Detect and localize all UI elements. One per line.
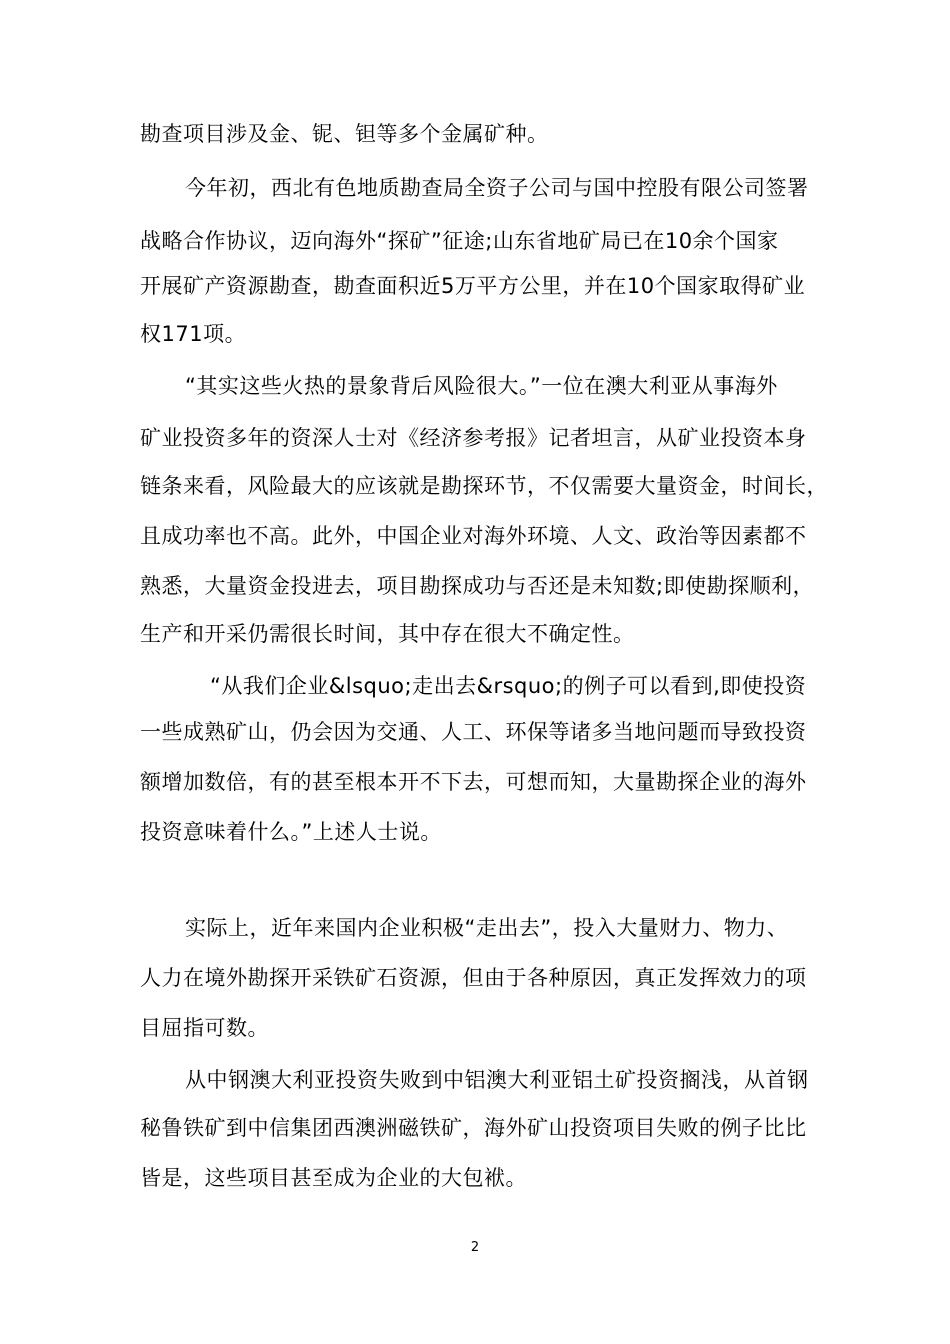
text-line: “其实这些火热的景象背后风险很大。”一位在澳大利亚从事海外 (185, 374, 778, 398)
text-line: 人力在境外勘探开采铁矿石资源，但由于各种原因，真正发挥效力的项 (140, 966, 807, 990)
text-line: 皆是，这些项目甚至成为企业的大包袱。 (140, 1166, 527, 1190)
text-line: 今年初，西北有色地质勘查局全资子公司与国中控股有限公司签署 (185, 176, 809, 200)
text-line: 熟悉，大量资金投进去，项目勘探成功与否还是未知数;即使勘探顺利， (140, 574, 815, 598)
text-line: 从中钢澳大利亚投资失败到中铝澳大利亚铝土矿投资搁浅，从首钢 (185, 1068, 809, 1092)
text-line: 链条来看，风险最大的应该就是勘探环节，不仅需要大量资金，时间长， (140, 474, 828, 498)
text-line: 战略合作协议，迈向海外“探矿”征途;山东省地矿局已在10余个国家 (140, 229, 779, 253)
text-line: 开展矿产资源勘查，勘查面积近5万平方公里，并在10个国家取得矿业 (140, 274, 806, 298)
text-line: 实际上，近年来国内企业积极“走出去”，投入大量财力、物力、 (185, 916, 789, 940)
text-line: 权171项。 (140, 322, 247, 346)
text-line: 投资意味着什么。”上述人士说。 (140, 820, 442, 844)
text-line: 且成功率也不高。此外，中国企业对海外环境、人文、政治等因素都不 (140, 524, 807, 548)
page-number: 2 (470, 1240, 480, 1255)
text-line: 矿业投资多年的资深人士对《经济参考报》记者坦言，从矿业投资本身 (140, 426, 807, 450)
text-line: 生产和开采仍需很长时间，其中存在很大不确定性。 (140, 622, 635, 646)
text-line: 秘鲁铁矿到中信集团西澳洲磁铁矿，海外矿山投资项目失败的例子比比 (140, 1116, 807, 1140)
text-line: 额增加数倍，有的甚至根本开不下去，可想而知，大量勘探企业的海外 (140, 770, 807, 794)
text-line: “从我们企业&lsquo;走出去&rsquo;的例子可以看到,即使投资 (210, 674, 807, 698)
text-line: 一些成熟矿山，仍会因为交通、人工、环保等诸多当地问题而导致投资 (140, 720, 807, 744)
text-line: 勘查项目涉及金、铌、钽等多个金属矿种。 (140, 122, 549, 146)
text-line: 目屈指可数。 (140, 1016, 269, 1040)
